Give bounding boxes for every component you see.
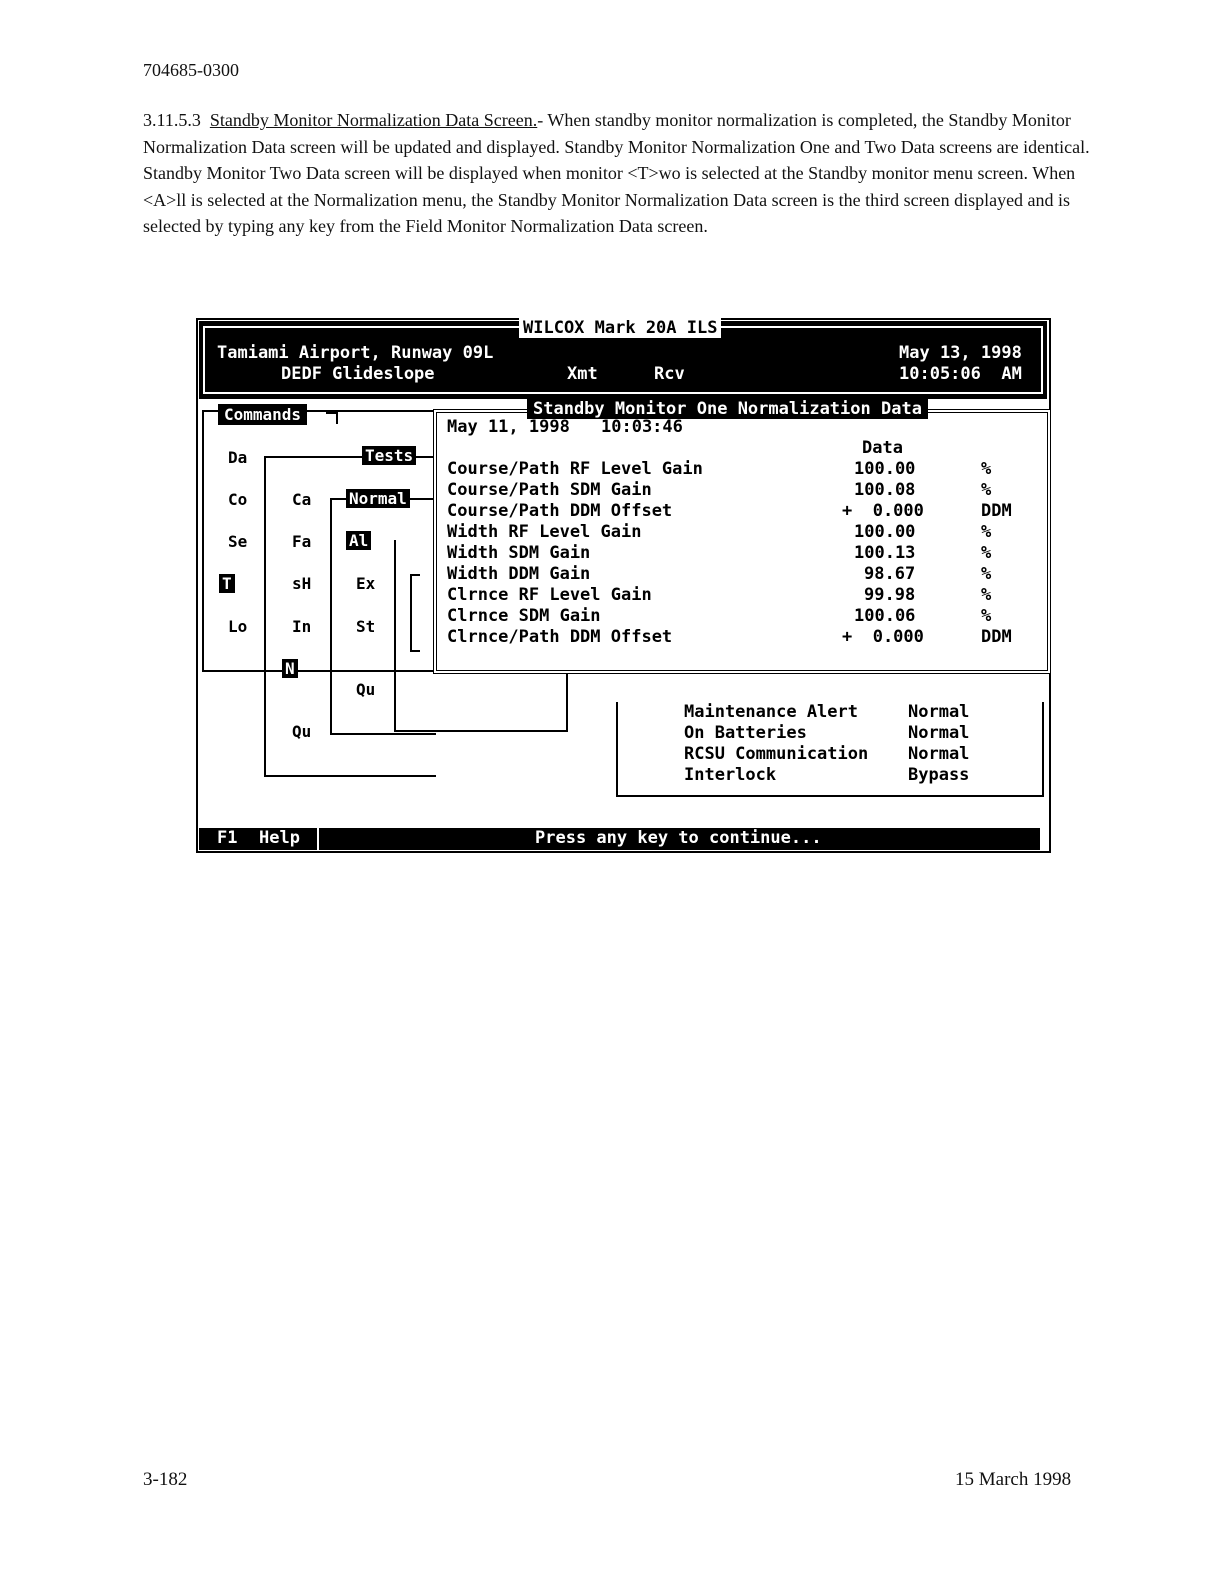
- row-label: Width DDM Gain: [447, 564, 591, 584]
- menu-item-log[interactable]: Lo: [228, 617, 248, 636]
- menu-item-all-selected[interactable]: Al: [346, 531, 371, 550]
- footer-divider: [317, 828, 319, 850]
- row-label: Course/Path RF Level Gain: [447, 459, 703, 479]
- menu-item-setup[interactable]: Se: [228, 532, 248, 551]
- row-unit: %: [981, 480, 992, 500]
- row-unit: %: [981, 459, 992, 479]
- menu-item-normalize-selected[interactable]: N: [282, 659, 298, 678]
- row-unit: %: [981, 585, 992, 605]
- row-value: 100.13: [854, 543, 916, 563]
- row-value: 100.00: [854, 459, 916, 479]
- commands-corner: [326, 412, 338, 424]
- row-label: Width SDM Gain: [447, 543, 591, 563]
- row-unit: DDM: [981, 627, 1012, 647]
- row-value: 99.98: [864, 585, 916, 605]
- row-value: 100.00: [854, 522, 916, 542]
- screen-date: May 13, 1998: [899, 343, 1022, 363]
- data-column-header: Data: [862, 438, 903, 458]
- document-number: 704685-0300: [143, 60, 239, 80]
- continue-prompt: Press any key to continue...: [535, 828, 822, 848]
- tests-label: Tests: [362, 446, 416, 465]
- row-label: Clrnce/Path DDM Offset: [447, 627, 673, 647]
- status-panel: [616, 702, 1044, 797]
- standby-bracket: [410, 574, 420, 652]
- data-date: May 11, 1998: [447, 417, 570, 437]
- status-label: RCSU Communication: [684, 744, 869, 764]
- row-label: Course/Path DDM Offset: [447, 501, 673, 521]
- status-value: Normal: [908, 744, 970, 764]
- row-unit: %: [981, 522, 992, 542]
- menu-item-tests-selected[interactable]: T: [219, 574, 235, 593]
- menu-item-shutdown[interactable]: sH: [292, 574, 312, 593]
- menu-item-interlock[interactable]: In: [292, 617, 312, 636]
- row-label: Clrnce RF Level Gain: [447, 585, 652, 605]
- row-label: Course/Path SDM Gain: [447, 480, 652, 500]
- screen-time: 10:05:06 AM: [899, 364, 1022, 384]
- menu-item-quit-tests[interactable]: Qu: [292, 722, 312, 741]
- row-value: 100.08: [854, 480, 916, 500]
- section-title: Standby Monitor Normalization Data Screen.: [209, 110, 538, 130]
- row-label: Clrnce SDM Gain: [447, 606, 601, 626]
- section-body: - When standby monitor normalization is completed, the Standby Monitor Normalization Data screen will be updated and displayed. Standby Monitor Normalization One and Two Data screens are identical. Standby Monitor Two Data screen will be displayed when monitor <T>wo is selected at the Standby monitor menu screen. When <A>ll is selected at the Normalization menu, the Standby Monitor Normalization Data screen is the third screen displayed and is selected by typing any key from the Field Monitor Normalization Data screen.: [143, 110, 1090, 236]
- footer-bar: [199, 828, 1040, 850]
- menu-item-control[interactable]: Co: [228, 490, 248, 509]
- data-window-title: Standby Monitor One Normalization Data: [527, 399, 928, 419]
- status-label: On Batteries: [684, 723, 807, 743]
- normal-label: Normal: [346, 489, 410, 508]
- rcv-indicator: Rcv: [654, 364, 685, 384]
- section-paragraph: [143, 107, 1108, 240]
- row-unit: %: [981, 606, 992, 626]
- status-label: Maintenance Alert: [684, 702, 858, 722]
- row-label: Width RF Level Gain: [447, 522, 642, 542]
- row-unit: DDM: [981, 501, 1012, 521]
- commands-label: Commands: [218, 404, 307, 425]
- menu-item-fault[interactable]: Fa: [292, 532, 312, 551]
- page-date: 15 March 1998: [955, 1469, 1072, 1490]
- menu-item-execute[interactable]: Ex: [356, 574, 376, 593]
- facility-label: DEDF Glideslope: [281, 364, 435, 384]
- row-value: + 0.000: [842, 501, 924, 521]
- menu-item-data[interactable]: Da: [228, 448, 248, 467]
- row-value: + 0.000: [842, 627, 924, 647]
- row-value: 98.67: [864, 564, 916, 584]
- menu-item-calibrate[interactable]: Ca: [292, 490, 312, 509]
- row-unit: %: [981, 564, 992, 584]
- xmt-indicator: Xmt: [567, 364, 598, 384]
- normalization-data-window: [433, 399, 1051, 674]
- page-number: 3-182: [143, 1469, 188, 1490]
- row-value: 100.06: [854, 606, 916, 626]
- menu-item-quit-normal[interactable]: Qu: [356, 680, 376, 699]
- section-number: 3.11.5.3: [143, 110, 201, 130]
- row-unit: %: [981, 543, 992, 563]
- menu-item-standby[interactable]: St: [356, 617, 376, 636]
- status-label: Interlock: [684, 765, 777, 785]
- f1-key[interactable]: F1: [217, 828, 238, 848]
- screen-title: WILCOX Mark 20A ILS: [519, 318, 721, 338]
- screen-header: [199, 318, 1047, 399]
- status-value: Bypass: [908, 765, 970, 785]
- data-time: 10:03:46: [601, 417, 683, 437]
- status-value: Normal: [908, 723, 970, 743]
- status-value: Normal: [908, 702, 970, 722]
- help-key[interactable]: Help: [259, 828, 300, 848]
- location-label: Tamiami Airport, Runway 09L: [217, 343, 494, 363]
- terminal-screen: [196, 318, 1051, 853]
